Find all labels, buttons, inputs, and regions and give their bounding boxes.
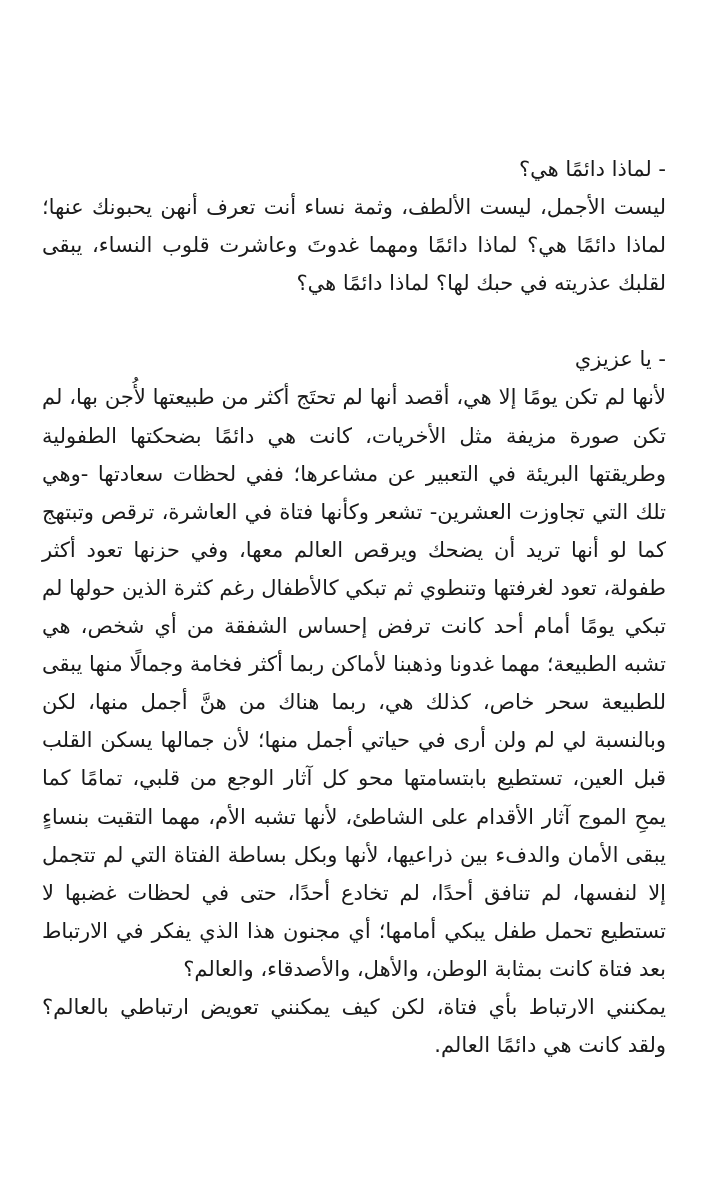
text-column	[42, 150, 666, 1064]
question-line: - لماذا دائمًا هي؟	[518, 157, 666, 181]
answer-paragraph: لأنها لم تكن يومًا إلا هي، أقصد أنها لم تحتَج أكثر من طبيعتها لأُجن بها، لم تكن صورة مزيفة مثل الأخريات، كانت هي دائمًا بضحكتها الطفولية وطريقتها البريئة في التعبير عن مشاعرها؛ ففي لحظات سعادتها -وهي تلك التي تجاوزت العشرين- تشعر وكأنها فتاة في العاشرة، ترقص وتبتهج كما لو أنها تريد أن يضحك ويرقص العالم معها، وفي حزنها تعود أكثر طفولة، تعود لغرفتها وتنطوي ثم تبكي كالأطفال رغم كثرة الذين حولها لم تبكي يومًا أمام أحد كانت ترفض إحساس الشفقة من أي شخص، هي تشبه الطبيعة؛ مهما غدونا وذهبنا لأماكن ربما أكثر فخامة وجمالًا منها يبقى للطبيعة سحر خاص، كذلك هي، ربما هناك من هنَّ أجمل منها، لكن وبالنسبة لي لم ولن أرى في حياتي أجمل منها؛ لأن جمالها يسكن القلب قبل العين، تستطيع بابتسامتها محو كل آثار الوجع من قلبي، تمامًا كما يمحِ الموج آثار الأقدام على الشاطئ، لأنها تشبه الأم، مهما التقيت بنساءٍ يبقى الأمان والدفء بين ذراعيها، لأنها وبكل بساطة الفتاة التي لم تتجمل إلا لنفسها، لم تنافق أحدًا، لم تخادع أحدًا، حتى في لحظات غضبها لا تستطيع تحمل طفل يبكي أمامها؛ أي مجنون هذا الذي يفكر في الارتباط بعد فتاة كانت بمثابة الوطن، والأهل، والأصدقاء، والعالم؟	[42, 385, 666, 981]
closing-paragraph: يمكنني الارتباط بأي فتاة، لكن كيف يمكنني تعويض ارتباطي بالعالم؟ ولقد كانت هي دائمًا العالم.	[42, 994, 666, 1058]
question-paragraph: ليست الأجمل، ليست الألطف، وثمة نساء أنت تعرف أنهن يحبونك عنها؛ لماذا دائمًا هي؟ لماذا دائمًا ومهما غدوتَ وعاشرت قلوب النساء، يبقى لقلبك عذريته في حبك لها؟ لماذا دائمًا هي؟	[42, 195, 666, 296]
answer-opening-line: - يا عزيزي	[574, 347, 666, 372]
